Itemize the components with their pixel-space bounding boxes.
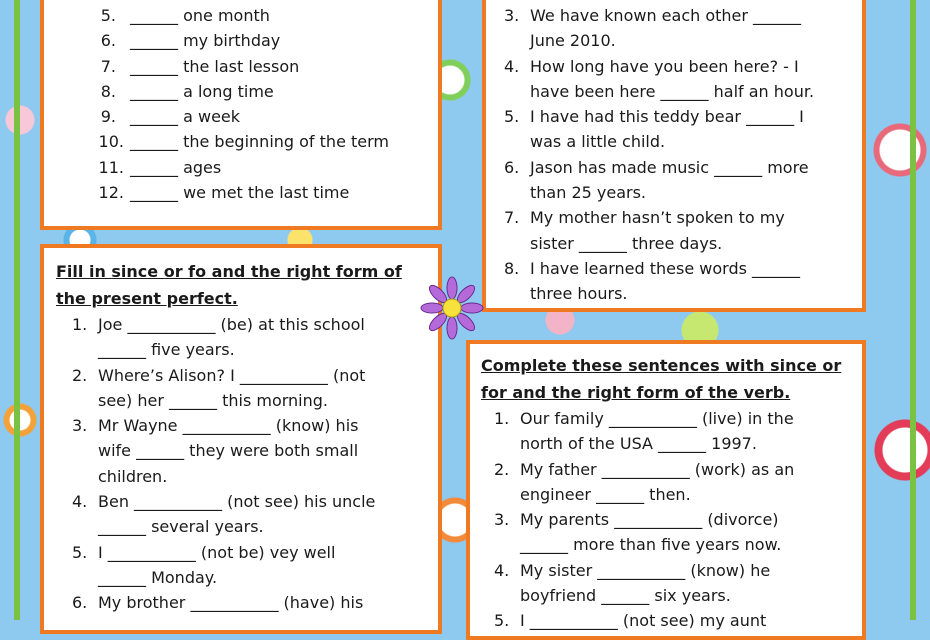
- list-item: [494, 406, 864, 457]
- item-line: see) her ______ this morning.: [98, 390, 329, 410]
- title-line: for and the right form of the verb.: [481, 383, 791, 402]
- list-item: [84, 155, 444, 180]
- item-line: ______ several years.: [98, 517, 264, 537]
- item-number: 10.: [98, 132, 124, 152]
- item-line: sister ______ three days.: [530, 233, 723, 253]
- item-text: ______ my birthday: [130, 31, 281, 51]
- list-item: [494, 507, 864, 558]
- list-item: [504, 3, 864, 54]
- list-item: [72, 413, 442, 489]
- item-list: [504, 3, 864, 307]
- item-text: ______ one month: [130, 6, 270, 25]
- item-number: 6.: [72, 593, 88, 613]
- item-number: 1.: [72, 315, 88, 334]
- item-number: 3.: [72, 416, 88, 436]
- list-item: [72, 489, 442, 540]
- list-item: [84, 180, 444, 205]
- right-green-border: [910, 0, 916, 620]
- item-line: ______ Monday.: [98, 567, 218, 587]
- list-item: [504, 256, 864, 307]
- list-item: [72, 312, 442, 363]
- item-line: was a little child.: [530, 132, 666, 152]
- item-line: boyfriend ______ six years.: [520, 586, 731, 606]
- item-line: Ben ___________ (not see) his uncle: [98, 492, 376, 512]
- item-line: June 2010.: [530, 31, 616, 51]
- exercise-title: [56, 258, 402, 312]
- item-number: 4.: [504, 56, 520, 76]
- title-line: Fill in since or fo and the right form of: [56, 262, 402, 281]
- item-number: 12.: [98, 183, 124, 203]
- list-item: [84, 28, 444, 53]
- item-number: 4.: [494, 560, 510, 580]
- item-text: ______ a week: [130, 107, 241, 127]
- item-line: I ___________ (not see) my aunt: [520, 611, 767, 631]
- item-text: ______ ages: [130, 157, 222, 177]
- item-number: 5.: [72, 542, 88, 562]
- item-line: north of the USA ______ 1997.: [520, 434, 757, 454]
- list-item: [84, 3, 444, 28]
- list-item: [494, 608, 864, 633]
- item-line: My parents ___________ (divorce): [520, 510, 779, 530]
- item-number: 7.: [100, 56, 116, 76]
- item-line: Mr Wayne ___________ (know) his: [98, 416, 359, 436]
- list-item: [504, 54, 864, 105]
- item-line: How long have you been here? - I: [530, 56, 799, 76]
- exercise-panel-since-for-list: [40, 0, 442, 230]
- left-green-border: [14, 0, 20, 620]
- flower-icon: [420, 276, 484, 340]
- item-number: 3.: [504, 6, 520, 25]
- item-number: 6.: [504, 157, 520, 177]
- item-list: [84, 3, 444, 205]
- item-line: My father ___________ (work) as an: [520, 459, 795, 479]
- list-item: [84, 104, 444, 129]
- item-line: have been here ______ half an hour.: [530, 81, 815, 101]
- item-number: 5.: [100, 6, 116, 25]
- item-text: ______ the last lesson: [130, 56, 300, 76]
- item-line: I have learned these words ______: [530, 258, 801, 278]
- item-number: 8.: [100, 81, 116, 101]
- item-line: three hours.: [530, 284, 628, 304]
- exercise-panel-present-perfect: [40, 244, 442, 634]
- item-number: 11.: [98, 157, 124, 177]
- list-item: [504, 205, 864, 256]
- item-number: 9.: [100, 107, 116, 127]
- exercise-panel-since-for-sentences: [482, 0, 866, 312]
- item-number: 3.: [494, 510, 510, 530]
- list-item: [72, 363, 442, 414]
- item-line: My sister ___________ (know) he: [520, 560, 771, 580]
- item-line: wife ______ they were both small: [98, 441, 359, 461]
- title-line: Complete these sentences with since or: [481, 356, 842, 375]
- item-line: Our family ___________ (live) in the: [520, 409, 794, 428]
- item-number: 8.: [504, 258, 520, 278]
- list-item: [494, 558, 864, 609]
- exercise-panel-complete-sentences: [466, 340, 866, 640]
- list-item: [72, 590, 442, 615]
- item-text: ______ the beginning of the term: [130, 132, 389, 152]
- list-item: [72, 540, 442, 591]
- item-line: ______ five years.: [98, 340, 235, 360]
- item-line: engineer ______ then.: [520, 484, 691, 504]
- list-item: [504, 155, 864, 206]
- list-item: [84, 79, 444, 104]
- item-line: Where’s Alison? I ___________ (not: [98, 365, 366, 385]
- exercise-title: [481, 352, 841, 406]
- list-item: [84, 54, 444, 79]
- item-text: ______ we met the last time: [130, 183, 350, 203]
- item-line: children.: [98, 466, 168, 486]
- item-line: We have known each other ______: [530, 6, 802, 25]
- item-number: 2.: [494, 459, 510, 479]
- item-number: 2.: [72, 365, 88, 385]
- list-item: [504, 104, 864, 155]
- list-item: [84, 129, 444, 154]
- item-number: 5.: [504, 107, 520, 127]
- item-number: 5.: [494, 611, 510, 631]
- item-line: My mother hasn’t spoken to my: [530, 208, 785, 228]
- item-number: 6.: [100, 31, 116, 51]
- item-line: than 25 years.: [530, 183, 647, 203]
- item-line: My brother ___________ (have) his: [98, 593, 364, 613]
- item-list: [72, 312, 442, 616]
- item-number: 4.: [72, 492, 88, 512]
- item-line: Jason has made music ______ more: [530, 157, 809, 177]
- item-text: ______ a long time: [130, 81, 274, 101]
- item-line: I ___________ (not be) vey well: [98, 542, 336, 562]
- item-line: ______ more than five years now.: [520, 535, 782, 555]
- title-line: the present perfect.: [56, 289, 238, 308]
- item-line: Joe ___________ (be) at this school: [98, 315, 365, 334]
- item-number: 7.: [504, 208, 520, 228]
- list-item: [494, 457, 864, 508]
- item-list: [494, 406, 864, 634]
- item-line: I have had this teddy bear ______ I: [530, 107, 804, 127]
- item-number: 1.: [494, 409, 510, 428]
